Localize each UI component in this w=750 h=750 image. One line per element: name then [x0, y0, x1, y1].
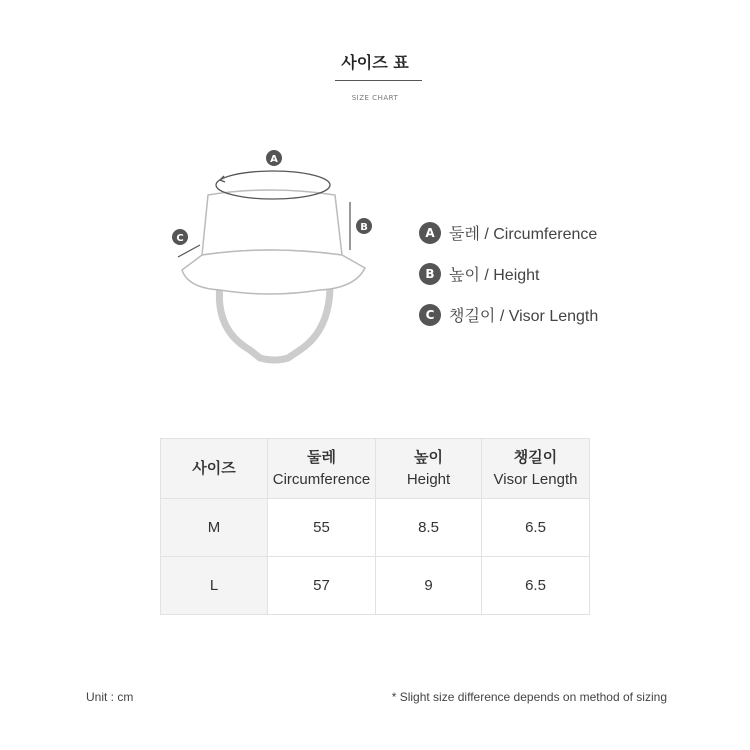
page-title: 사이즈 표 — [341, 53, 409, 72]
size-cell: L — [161, 557, 268, 615]
page-subtitle: SIZE CHART — [351, 94, 399, 102]
header-ko: 높이 — [414, 448, 443, 466]
badge-c: C — [419, 304, 441, 326]
header-ko: 챙길이 — [513, 448, 558, 466]
measurement-legend — [419, 212, 598, 335]
header-visor — [482, 439, 590, 499]
hat-brim — [182, 250, 365, 294]
header-ko: 사이즈 — [192, 459, 236, 477]
badge-c-label: C — [176, 233, 184, 244]
legend-item-visor — [419, 294, 598, 335]
legend-label: 높이 / Height — [449, 267, 540, 284]
height-cell: 8.5 — [376, 499, 482, 557]
header-size — [161, 439, 268, 499]
visor-arrow — [178, 245, 200, 257]
circumference-cell: 55 — [268, 499, 376, 557]
header-height — [376, 439, 482, 499]
legend-item-circumference — [419, 212, 598, 253]
bucket-hat-diagram — [160, 140, 390, 370]
size-cell: M — [161, 499, 268, 557]
badge-b: B — [419, 263, 441, 285]
header-circumference — [268, 439, 376, 499]
header-en: Circumference — [272, 470, 371, 488]
legend-item-height — [419, 253, 598, 294]
table-header-row — [161, 439, 590, 499]
head-outline — [219, 285, 330, 360]
header-ko: 둘레 — [307, 448, 336, 466]
title-divider — [335, 80, 422, 81]
size-table — [160, 438, 590, 615]
sizing-note: * Slight size difference depends on method of sizing — [391, 690, 667, 704]
badge-b-label: B — [360, 222, 368, 233]
table-row — [161, 557, 590, 615]
visor-cell: 6.5 — [482, 557, 590, 615]
height-cell: 9 — [376, 557, 482, 615]
header-en: Height — [406, 470, 451, 488]
unit-label: Unit : cm — [86, 690, 134, 704]
circumference-cell: 57 — [268, 557, 376, 615]
badge-a-label: A — [270, 154, 278, 165]
table-row — [161, 499, 590, 557]
legend-label: 챙길이 / Visor Length — [449, 308, 599, 325]
legend-label: 둘레 / Circumference — [449, 226, 598, 243]
hat-crown — [202, 190, 342, 255]
header-en: Visor Length — [493, 470, 578, 488]
visor-cell: 6.5 — [482, 499, 590, 557]
badge-a: A — [419, 222, 441, 244]
